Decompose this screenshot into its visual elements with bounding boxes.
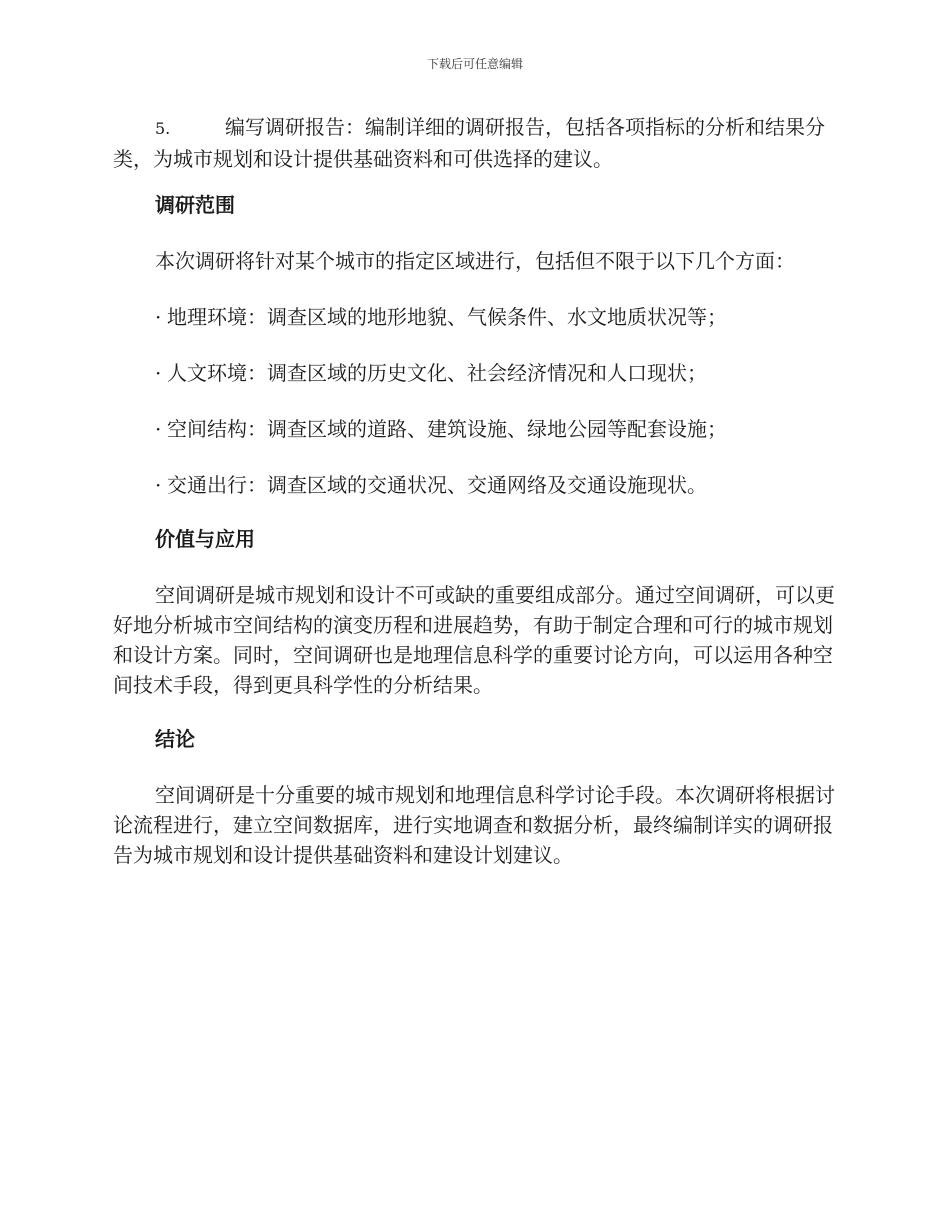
list-item-5: [113, 112, 835, 174]
bullet-item: [113, 358, 835, 388]
heading-scope: 调研范围: [155, 193, 235, 217]
bullet-text: 人文环境：调查区域的历史文化、社会经济情况和人口现状；: [167, 361, 707, 385]
conclusion-paragraph: 空间调研是十分重要的城市规划和地理信息科学讨论手段。本次调研将根据讨论流程进行，建立空间数据库，进行实地调查和数据分析，最终编制详实的调研报告为城市规划和设计提供基础资料和建设计划建议。: [113, 783, 835, 867]
heading-value: 价值与应用: [155, 527, 255, 551]
bullet-text: 空间结构：调查区域的道路、建筑设施、绿地公园等配套设施；: [167, 417, 727, 441]
bullet-dot: ·: [155, 305, 162, 329]
document-body: [113, 112, 835, 870]
scope-intro: 本次调研将针对某个城市的指定区域进行，包括但不限于以下几个方面：: [155, 249, 795, 273]
bullet-dot: ·: [155, 361, 162, 385]
bullet-item: [113, 470, 835, 500]
bullet-dot: ·: [155, 417, 162, 441]
value-paragraph: 空间调研是城市规划和设计不可或缺的重要组成部分。通过空间调研，可以更好地分析城市空间结构的演变历程和进展趋势，有助于制定合理和可行的城市规划和设计方案。同时，空间调研也是地理信息科学的重要讨论方向，可以运用各种空间技术手段，得到更具科学性的分析结果。: [113, 583, 835, 697]
list-item-text: 编写调研报告：编制详细的调研报告，包括各项指标的分析和结果分类，为城市规划和设计提供基础资料和可供选择的建议。: [113, 115, 825, 171]
bullet-item: [113, 414, 835, 444]
bullet-text: 地理环境：调查区域的地形地貌、气候条件、水文地质状况等；: [167, 305, 727, 329]
bullet-item: [113, 302, 835, 332]
heading-conclusion: 结论: [155, 727, 195, 751]
bullet-text: 交通出行：调查区域的交通状况、交通网络及交通设施现状。: [167, 473, 707, 497]
bullet-dot: ·: [155, 473, 162, 497]
list-number: 5.: [155, 119, 171, 138]
header-note: 下载后可任意编辑: [426, 57, 523, 71]
